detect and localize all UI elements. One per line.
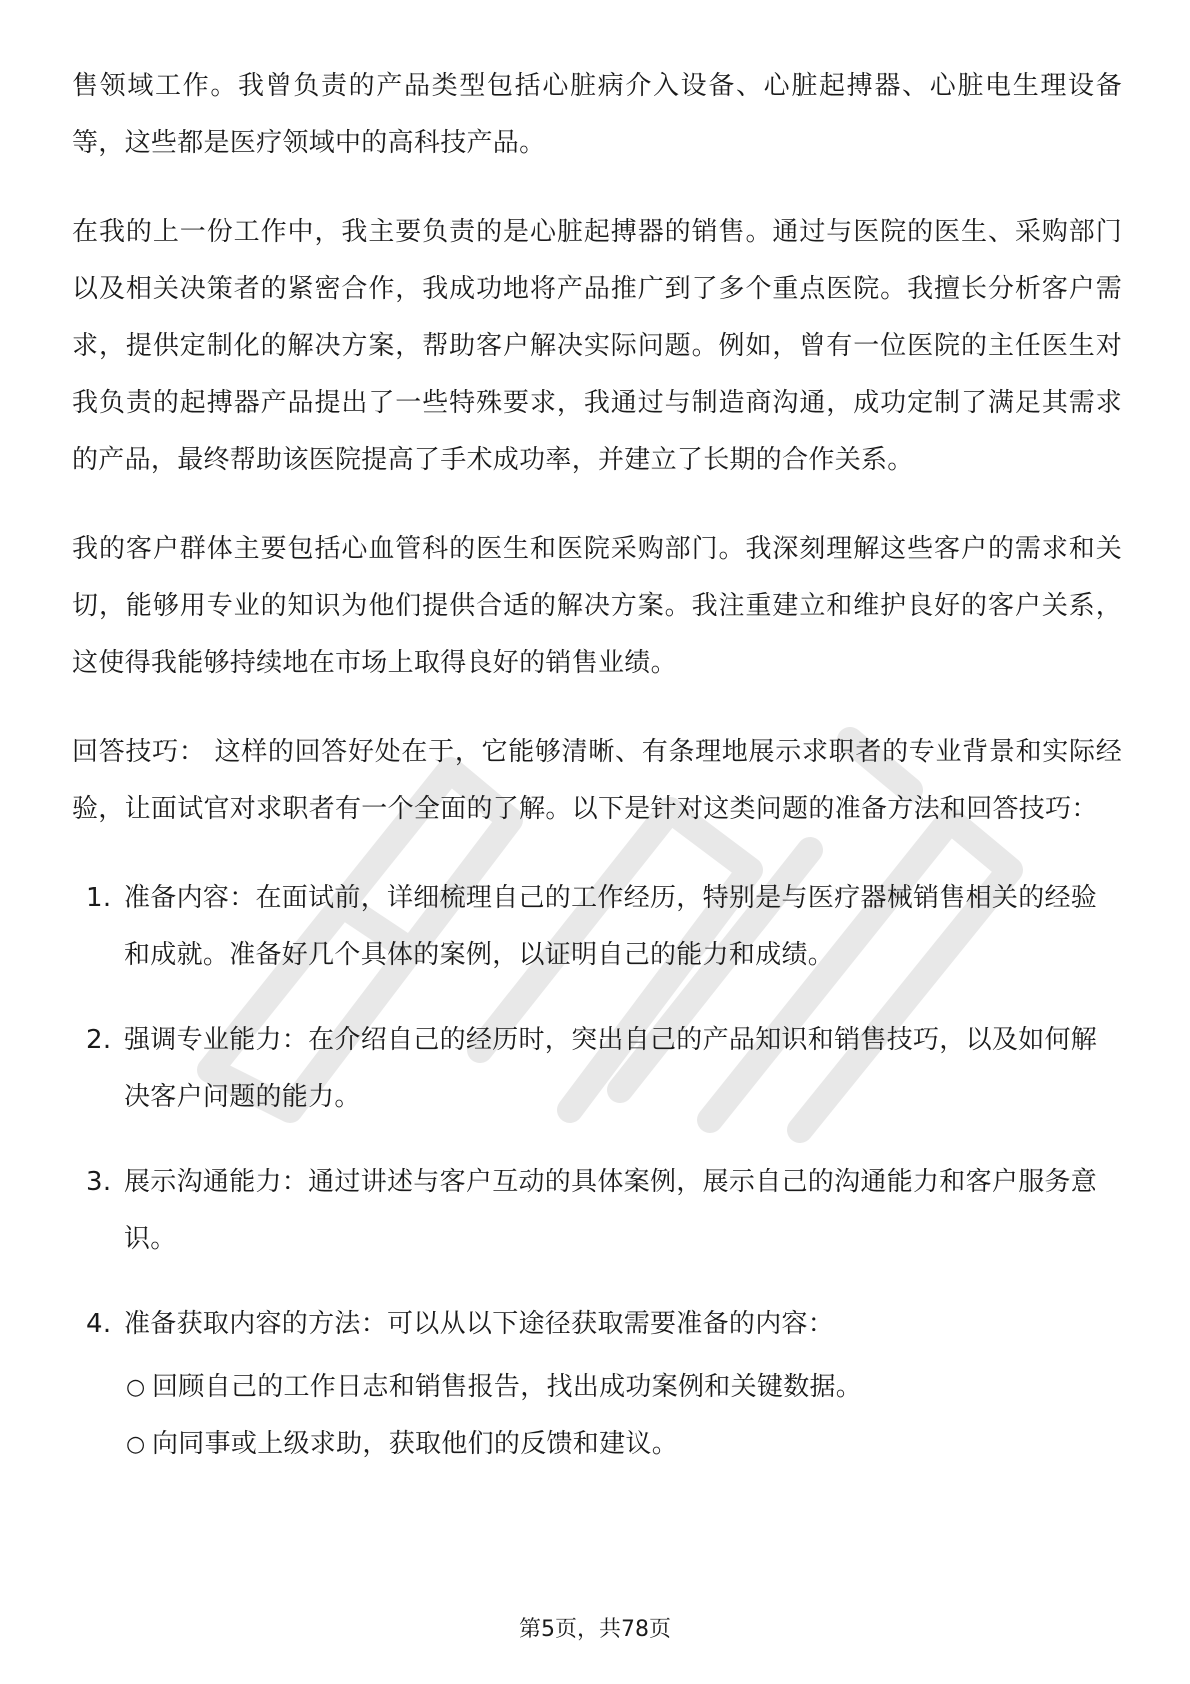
tips-list xyxy=(72,870,1122,1473)
list-number: 4. xyxy=(86,1309,112,1339)
list-item xyxy=(72,1296,1122,1473)
list-item xyxy=(72,1154,1122,1268)
circle-bullet-icon: ○ xyxy=(126,1375,146,1400)
document-body xyxy=(72,58,1122,1501)
paragraph-experience: 在我的上一份工作中，我主要负责的是心脏起搏器的销售。通过与医院的医生、采购部门以及相关决策者的紧密合作，我成功地将产品推广到了多个重点医院。我擅长分析客户需求，提供定制化的解决方案，帮助客户解决实际问题。例如，曾有一位医院的主任医生对我负责的起搏器产品提出了一些特殊要求，我通过与制造商沟通，成功定制了满足其需求的产品，最终帮助该医院提高了手术成功率，并建立了长期的合作关系。 xyxy=(72,217,1122,475)
page-number-footer: 第5页，共78页 xyxy=(519,1617,671,1642)
sub-list-item xyxy=(124,1416,1122,1473)
circle-bullet-icon: ○ xyxy=(126,1432,146,1457)
paragraph-clients: 我的客户群体主要包括心血管科的医生和医院采购部门。我深刻理解这些客户的需求和关切，能够用专业的知识为他们提供合适的解决方案。我注重建立和维护良好的客户关系，这使得我能够持续地在市场上取得良好的销售业绩。 xyxy=(72,534,1122,678)
list-number: 3. xyxy=(86,1167,112,1197)
list-item-text: 准备内容：在面试前，详细梳理自己的工作经历，特别是与医疗器械销售相关的经验和成就。准备好几个具体的案例，以证明自己的能力和成绩。 xyxy=(124,883,1098,970)
sub-list-item-text: 向同事或上级求助，获取他们的反馈和建议。 xyxy=(152,1429,679,1459)
sub-list-item-text: 回顾自己的工作日志和销售报告，找出成功案例和关键数据。 xyxy=(152,1372,863,1402)
paragraph-intro: 售领域工作。我曾负责的产品类型包括心脏病介入设备、心脏起搏器、心脏电生理设备等，这些都是医疗领域中的高科技产品。 xyxy=(72,71,1122,158)
sub-list xyxy=(124,1359,1122,1473)
list-item xyxy=(72,1012,1122,1126)
sub-list-item xyxy=(124,1359,1122,1416)
list-item-text: 准备获取内容的方法：可以从以下途径获取需要准备的内容： xyxy=(124,1309,835,1339)
paragraph-tips: 回答技巧： 这样的回答好处在于，它能够清晰、有条理地展示求职者的专业背景和实际经验，让面试官对求职者有一个全面的了解。以下是针对这类问题的准备方法和回答技巧： xyxy=(72,737,1122,824)
list-item xyxy=(72,870,1122,984)
list-number: 2. xyxy=(86,1025,112,1055)
list-item-text: 展示沟通能力：通过讲述与客户互动的具体案例，展示自己的沟通能力和客户服务意识。 xyxy=(124,1167,1098,1254)
list-number: 1. xyxy=(86,883,112,913)
list-item-text: 强调专业能力：在介绍自己的经历时，突出自己的产品知识和销售技巧，以及如何解决客户问题的能力。 xyxy=(124,1025,1098,1112)
